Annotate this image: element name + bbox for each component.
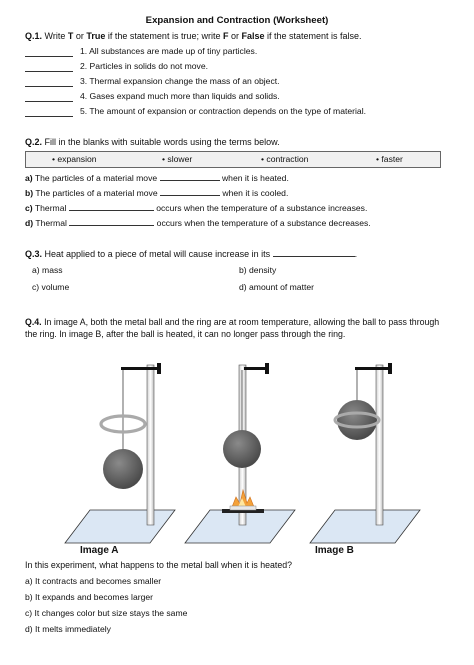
q4-description [25,316,440,340]
q1-answer-blank-3[interactable] [25,86,73,87]
q1-answer-blank-5[interactable] [25,116,73,117]
q2-row-text: The particles of a material move [34,173,158,183]
q1-instructions [25,31,362,41]
stand-a-arm [121,367,159,370]
q1-instr-false: False [241,31,265,41]
stand-b-base [310,510,420,543]
q1-statement-1: 1. All substances are made up of tiny particles. [80,46,258,56]
stand-b [310,363,420,543]
q4-option-a[interactable]: a) It contracts and becomes smaller [25,576,162,586]
q1-instr-part: or [228,31,242,41]
q4-question-text: In this experiment, what happens to the metal ball when it is heated? [25,560,292,570]
q2-instructions [25,137,280,147]
q2-row-c [25,201,367,213]
q1-label: Q.1. [25,31,43,41]
q2-row-text: Thermal [35,218,67,228]
q4-option-c[interactable]: c) It changes color but size stays the same [25,608,188,618]
q2-row-letter: c) [25,203,33,213]
q1-statement-2: 2. Particles in solids do not move. [80,61,209,71]
q1-instr-t: T [67,31,74,41]
q4-option-b[interactable]: b) It expands and becomes larger [25,592,154,602]
q2-row-letter: b) [25,188,34,198]
q3-question [25,247,357,259]
q4-text: In image A, both the metal ball and the ring are at room temperature, allowing the ball to pass through the ring. In image B, after the ball is heated, it can no longer pass through the ring. [25,317,440,339]
stand-b-clamp [388,363,392,374]
q1-statement-3: 3. Thermal expansion change the mass of an object. [80,76,280,86]
q1-statement-4: 4. Gases expand much more than liquids and solids. [80,91,280,101]
q3-option-d[interactable]: d) amount of matter [239,282,314,292]
word-bank-term-faster: • faster [376,154,403,164]
q2-row-text: occurs when the temperature of a substance decreases. [156,218,371,228]
stand-heating [185,363,295,543]
q1-instr-true: True [86,31,106,41]
q3-option-c[interactable]: c) volume [32,282,70,292]
metal-ball-heated [223,430,261,468]
stand-b-pole [376,365,383,525]
stand-a-pole [147,365,154,525]
word-bank-term-expansion: • expansion [52,154,97,164]
stand-a [65,363,175,543]
q2-blank-a[interactable] [160,171,220,181]
q2-row-text: when it is heated. [221,173,289,183]
q2-blank-c[interactable] [69,201,154,211]
burner-icon [230,506,256,510]
stand-b-arm [355,367,391,370]
q2-blank-b[interactable] [160,186,220,196]
q2-row-text: The particles of a material move [35,188,158,198]
q2-row-text: when it is cooled. [222,188,289,198]
q1-answer-blank-2[interactable] [25,71,73,72]
q2-instr-text: Fill in the blanks with suitable words using the terms below. [44,137,280,147]
q1-instr-part: if the statement is false. [264,31,362,41]
ball-and-ring-illustration [0,355,474,545]
q3-text: Heat applied to a piece of metal will cause increase in its [44,249,271,259]
q2-row-text: occurs when the temperature of a substance increases. [156,203,368,213]
q2-row-letter: a) [25,173,33,183]
q2-row-a [25,171,289,183]
stand-heating-clamp [265,363,269,374]
q2-row-letter: d) [25,218,34,228]
q2-row-text: Thermal [34,203,67,213]
q3-option-b[interactable]: b) density [239,265,277,275]
worksheet-title: Expansion and Contraction (Worksheet) [145,15,329,26]
metal-ball-b [337,400,377,440]
image-a-caption: Image A [80,545,119,556]
q2-row-d [25,216,371,228]
stand-a-clamp [157,363,161,374]
q3-label: Q.3. [25,249,43,259]
word-bank [25,151,441,168]
q2-blank-d[interactable] [69,216,154,226]
metal-ball-a [103,449,143,489]
word-bank-term-contraction: • contraction [261,154,309,164]
word-bank-term-slower: • slower [162,154,193,164]
stand-a-base [65,510,175,543]
q1-instr-part: Write [44,31,68,41]
q1-instr-f: F [222,31,229,41]
q1-instr-part: if the statement is true; write [105,31,223,41]
image-b-caption: Image B [315,545,354,556]
q1-instr-part: or [73,31,87,41]
q1-answer-blank-4[interactable] [25,101,73,102]
q3-option-a[interactable]: a) mass [32,265,63,275]
q3-end: . [354,249,358,259]
q2-label: Q.2. [25,137,43,147]
q1-answer-blank-1[interactable] [25,56,73,57]
q1-statement-5: 5. The amount of expansion or contraction depends on the type of material. [80,106,367,116]
stand-heating-arm [244,367,267,370]
q4-label: Q.4. [25,317,42,327]
q3-blank[interactable] [273,247,355,257]
q2-row-b [25,186,288,198]
q4-option-d[interactable]: d) It melts immediately [25,624,111,634]
